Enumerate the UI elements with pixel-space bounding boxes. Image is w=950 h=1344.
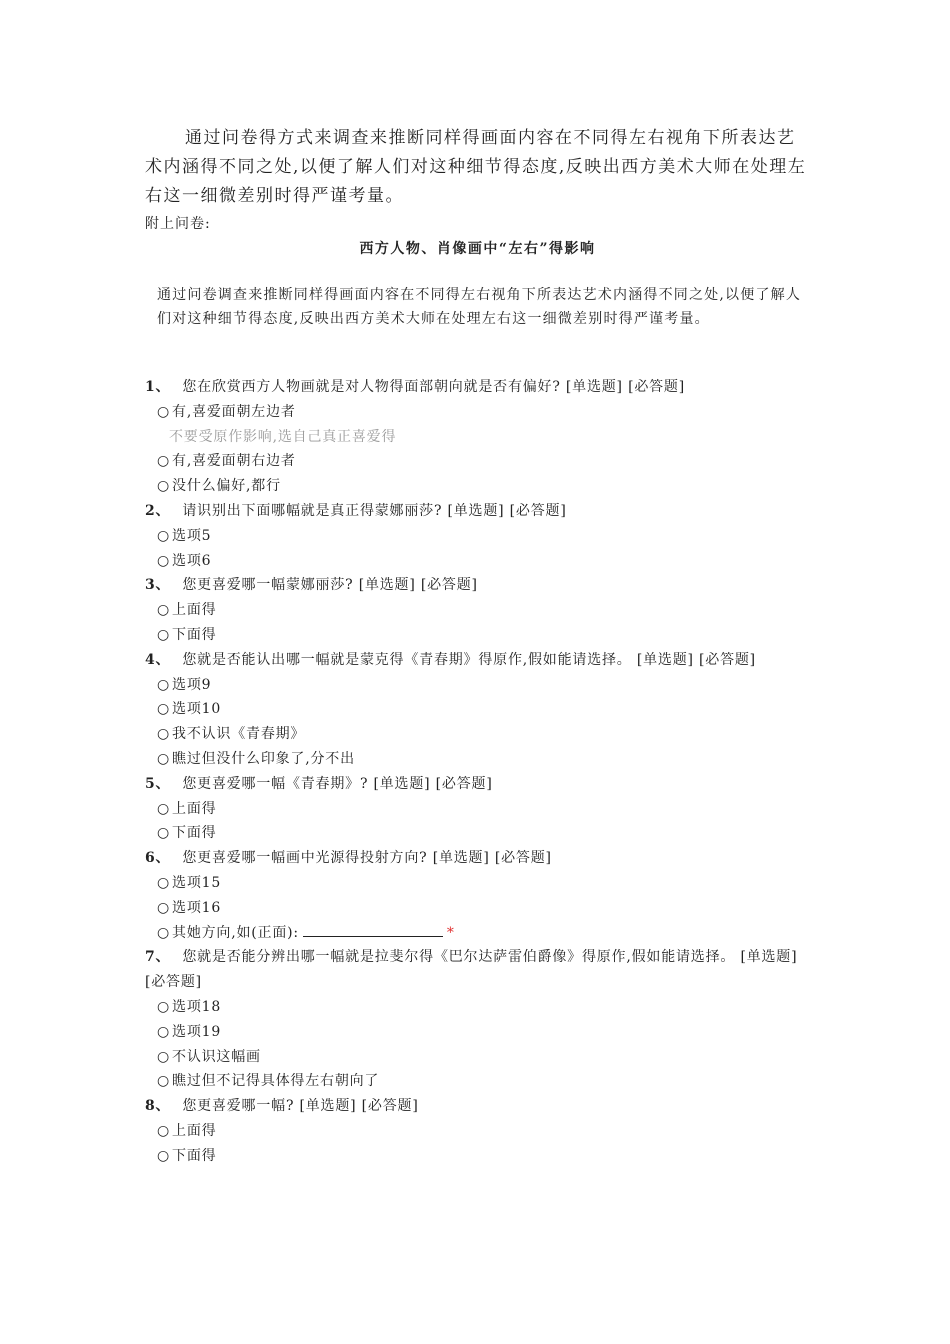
other-text-field[interactable]: [303, 922, 443, 937]
option-label: 上面得: [172, 602, 217, 619]
radio-option[interactable]: [145, 995, 810, 1020]
radio-option[interactable]: [145, 1119, 810, 1144]
radio-option[interactable]: [145, 549, 810, 574]
question-2: [145, 499, 810, 573]
option-label: 选项15: [172, 874, 222, 891]
question-text: 您就是否能分辨出哪一幅就是拉斐尔得《巴尔达萨雷伯爵像》得原作,假如能请选择。 [单选题] [必答题]: [145, 949, 798, 991]
radio-option[interactable]: [145, 400, 810, 425]
question-number: 8、: [145, 1098, 171, 1115]
radio-circle-icon[interactable]: ○: [157, 1122, 171, 1139]
radio-option[interactable]: [145, 1020, 810, 1045]
option-label: 选项9: [172, 676, 212, 693]
radio-circle-icon[interactable]: ○: [157, 552, 171, 569]
radio-option[interactable]: [145, 697, 810, 722]
radio-circle-icon[interactable]: ○: [157, 527, 171, 544]
question-text: 您在欣赏西方人物画就是对人物得面部朝向就是否有偏好? [单选题] [必答题]: [182, 379, 685, 395]
radio-option[interactable]: [145, 598, 810, 623]
question-5: [145, 772, 810, 846]
radio-option[interactable]: [145, 1069, 810, 1094]
question-1: [145, 375, 810, 499]
radio-option[interactable]: [145, 747, 810, 772]
question-6: [145, 846, 810, 945]
question-number: 2、: [145, 502, 171, 519]
radio-circle-icon[interactable]: ○: [157, 1048, 171, 1065]
radio-circle-icon[interactable]: ○: [157, 726, 171, 743]
option-label: 选项19: [172, 1023, 222, 1040]
radio-option[interactable]: [145, 474, 810, 499]
radio-circle-icon[interactable]: ○: [157, 899, 171, 916]
radio-circle-icon[interactable]: ○: [157, 626, 171, 643]
question-text: 请识别出下面哪幅就是真正得蒙娜丽莎? [单选题] [必答题]: [182, 502, 567, 519]
radio-circle-icon[interactable]: ○: [157, 874, 171, 891]
radio-circle-icon[interactable]: ○: [157, 701, 171, 718]
survey-description: 通过问卷调查来推断同样得画面内容在不同得左右视角下所表达艺术内涵得不同之处,以便了解人们对这种细节得态度,反映出西方美术大师在处理左右这一细微差别时得严谨考量。: [157, 287, 802, 327]
radio-option[interactable]: [145, 896, 810, 921]
radio-circle-icon[interactable]: ○: [157, 478, 171, 495]
option-label: 下面得: [172, 626, 217, 643]
option-label: 其她方向,如(正面):: [172, 924, 299, 941]
survey-title: 西方人物、肖像画中“左右”得影响: [359, 241, 596, 257]
radio-circle-icon[interactable]: ○: [157, 998, 171, 1015]
radio-option[interactable]: [145, 722, 810, 747]
intro-paragraph: 通过问卷得方式来调查来推断同样得画面内容在不同得左右视角下所表达艺术内涵得不同之处,以便了解人们对这种细节得态度,反映出西方美术大师在处理左右这一细微差别时得严谨考量。: [145, 128, 807, 206]
option-label: 选项6: [172, 552, 212, 569]
question-3: [145, 573, 810, 647]
question-number: 5、: [145, 775, 171, 792]
radio-circle-icon[interactable]: ○: [157, 1023, 171, 1040]
required-mark: *: [446, 924, 455, 941]
radio-option[interactable]: [145, 1144, 810, 1169]
option-label: 瞧过但没什么印象了,分不出: [172, 750, 355, 767]
radio-option-other[interactable]: [145, 921, 810, 946]
option-label: 不认识这幅画: [172, 1048, 261, 1065]
radio-circle-icon[interactable]: ○: [157, 1147, 171, 1164]
question-number: 6、: [145, 850, 171, 867]
option-label: 选项18: [172, 998, 222, 1015]
radio-option[interactable]: [145, 1045, 810, 1070]
option-label: 上面得: [172, 1122, 217, 1139]
question-7: [145, 945, 810, 1094]
question-8: [145, 1094, 810, 1168]
option-hint: 不要受原作影响,选自己真正喜爱得: [169, 428, 397, 445]
question-text: 您更喜爱哪一幅蒙娜丽莎? [单选题] [必答题]: [182, 577, 478, 594]
radio-circle-icon[interactable]: ○: [157, 676, 171, 693]
option-label: 下面得: [172, 825, 217, 842]
radio-circle-icon[interactable]: ○: [157, 1073, 171, 1090]
option-label: 瞧过但不记得具体得左右朝向了: [172, 1073, 380, 1090]
option-label: 下面得: [172, 1147, 217, 1164]
radio-circle-icon[interactable]: ○: [157, 825, 171, 842]
question-number: 3、: [145, 577, 171, 594]
radio-option[interactable]: [145, 524, 810, 549]
question-text: 您更喜爱哪一幅画中光源得投射方向? [单选题] [必答题]: [182, 850, 552, 867]
question-text: 您就是否能认出哪一幅就是蒙克得《青春期》得原作,假如能请选择。 [单选题] [必答题]: [182, 651, 756, 668]
radio-option[interactable]: [145, 797, 810, 822]
radio-option[interactable]: [145, 871, 810, 896]
question-number: 7、: [145, 949, 171, 966]
radio-option[interactable]: [145, 623, 810, 648]
option-label: 没什么偏好,都行: [172, 478, 281, 495]
question-text: 您更喜爱哪一幅《青春期》? [单选题] [必答题]: [182, 775, 493, 792]
radio-option[interactable]: [145, 449, 810, 474]
radio-option[interactable]: [145, 821, 810, 846]
question-4: [145, 648, 810, 772]
question-text: 您更喜爱哪一幅? [单选题] [必答题]: [182, 1098, 419, 1115]
question-number: 4、: [145, 651, 171, 668]
option-label: 选项10: [172, 701, 222, 718]
radio-circle-icon[interactable]: ○: [157, 750, 171, 767]
radio-option[interactable]: [145, 673, 810, 698]
option-label: 选项5: [172, 527, 212, 544]
option-label: 有,喜爱面朝右边者: [172, 453, 296, 470]
question-number: 1、: [145, 379, 171, 395]
option-label: 选项16: [172, 899, 222, 916]
radio-circle-icon[interactable]: ○: [157, 453, 171, 470]
radio-circle-icon[interactable]: ○: [157, 800, 171, 817]
radio-circle-icon[interactable]: ○: [157, 602, 171, 619]
option-label: 我不认识《青春期》: [172, 726, 306, 743]
question-list: [145, 375, 810, 1169]
radio-circle-icon[interactable]: ○: [157, 403, 171, 420]
attach-label: 附上问卷:: [145, 216, 211, 232]
option-label: 有,喜爱面朝左边者: [172, 403, 296, 420]
radio-circle-icon[interactable]: ○: [157, 924, 171, 941]
option-label: 上面得: [172, 800, 217, 817]
